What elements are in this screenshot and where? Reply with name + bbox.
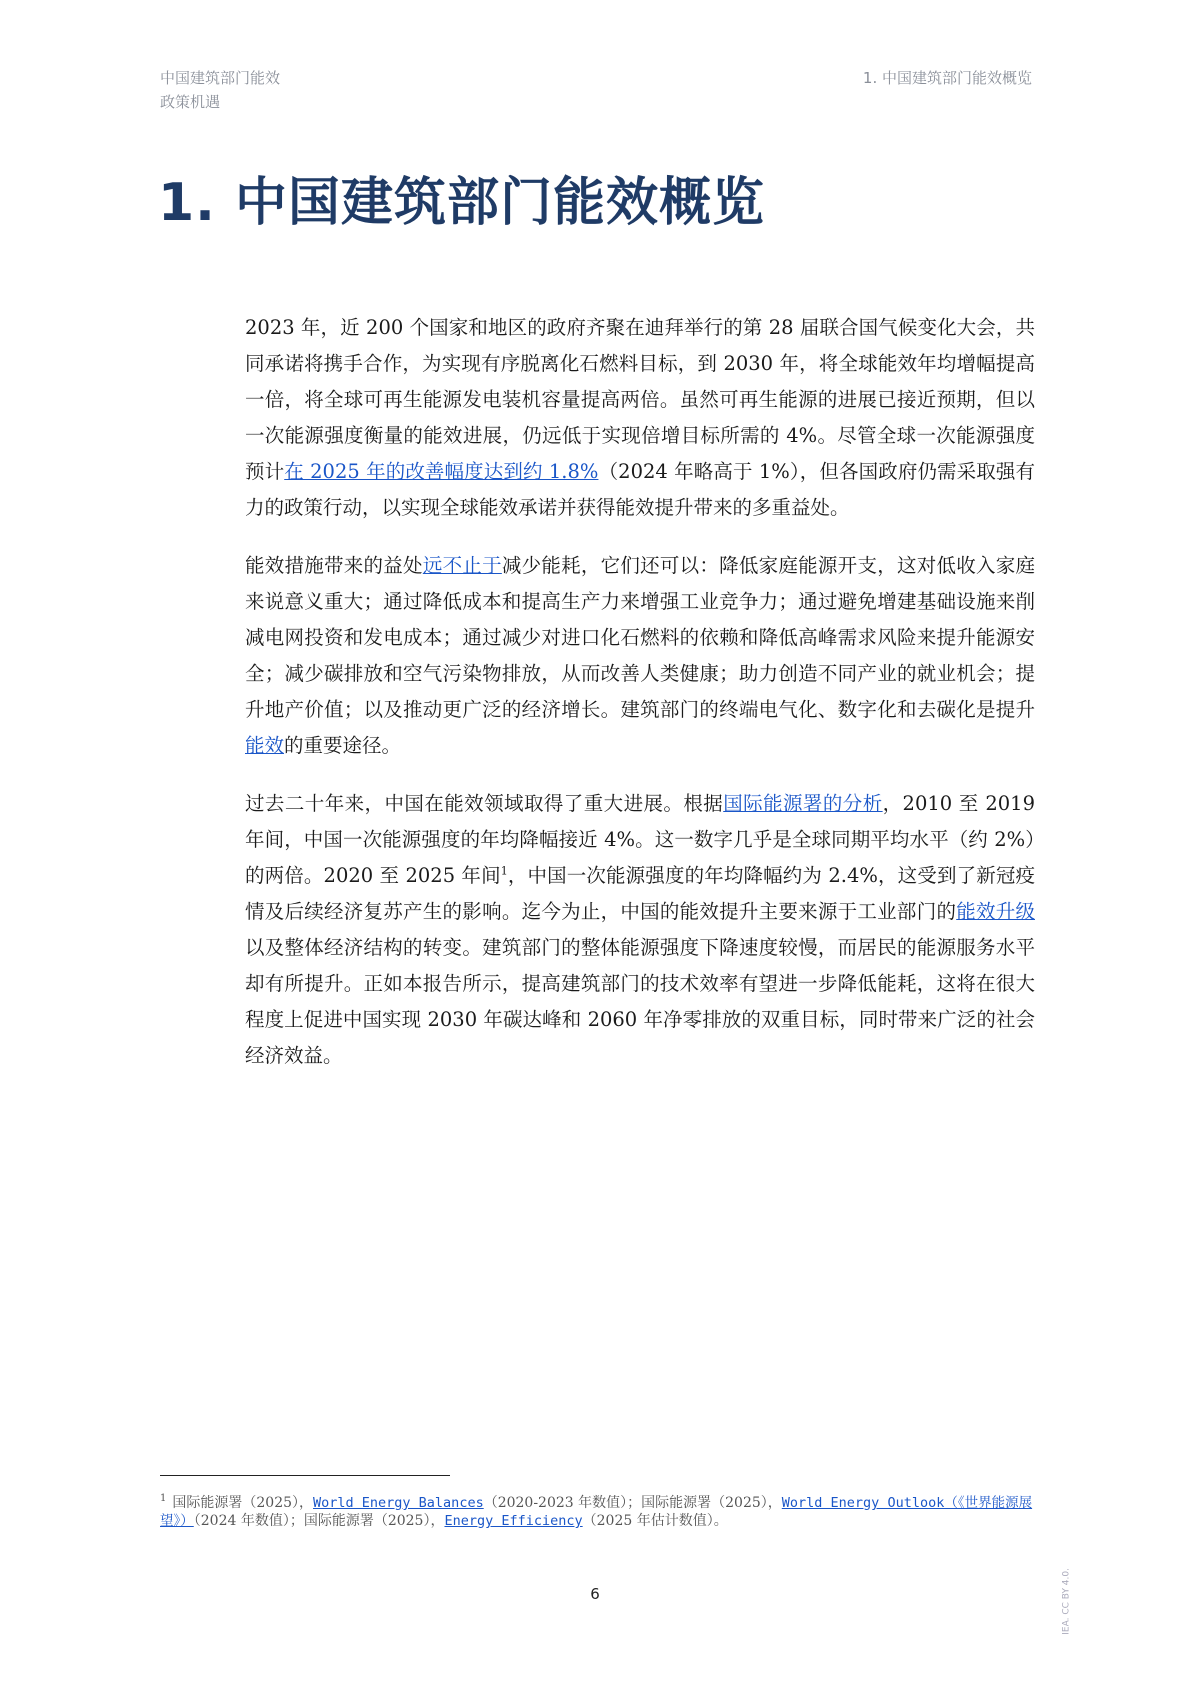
paragraph-2-text-c: 的重要途径。 (284, 734, 402, 757)
paragraph-2-text-b: 减少能耗，它们还可以：降低家庭能源开支，这对低收入家庭来说意义重大；通过降低成本和提高生产力来增强工业竞争力；通过避免增建基础设施来削减电网投资和发电成本；通过减少对进口化石燃料的依赖和降低高峰需求风险来提升能源安全；减少碳排放和空气污染物排放，从而改善人类健康；助力创造不同产业的就业机会；提升地产价值；以及推动更广泛的经济增长。建筑部门的终端电气化、数字化和去碳化是提升 (245, 554, 1035, 721)
header-doc-title: 中国建筑部门能效 (160, 69, 281, 87)
section-title: 1. 中国建筑部门能效概览 (158, 173, 766, 233)
body-text (245, 310, 1035, 1096)
paragraph-3-text-a: 过去二十年来，中国在能效领域取得了重大进展。根据 (245, 792, 724, 815)
link-world-energy-balances[interactable]: World Energy Balances (313, 1495, 484, 1511)
footnote-text-c: （2024 年数值）；国际能源署（2025）， (193, 1513, 445, 1529)
paragraph-1-text-a: 2023 年，近 200 个国家和地区的政府齐聚在迪拜举行的第 28 届联合国气候变化大会，共同承诺将携手合作，为实现有序脱离化石燃料目标，到 2030 年，将全球能效年均增幅提高一倍，将全球可再生能源发电装机容量提高两倍。虽然可再生能源的进展已接近预期，但以一次能源强度衡量的能效进展，仍远低于实现倍增目标所需的 4%。尽管全球一次能源强度预计 (245, 316, 1035, 483)
paragraph-3-text-b: ，2010 至 2019 年间，中国一次能源强度的年均降幅接近 4%。这一数字几乎是全球同期平均水平（约 2%）的两倍。2020 至 2025 年间 (245, 792, 1035, 887)
footnote-reference[interactable]: 1 (500, 864, 508, 878)
link-energy-efficiency-report[interactable]: Energy Efficiency (444, 1513, 583, 1529)
running-header-right: 1. 中国建筑部门能效概览 (862, 69, 1032, 87)
header-doc-subtitle: 政策机遇 (160, 93, 221, 111)
footnote-text-b: （2020-2023 年数值）；国际能源署（2025）， (483, 1495, 782, 1511)
page-number: 6 (590, 1585, 600, 1603)
link-multiple-benefits[interactable]: 远不止于 (422, 554, 502, 577)
footnote (160, 1494, 1040, 1530)
paragraph-3 (245, 786, 1035, 1074)
paragraph-3-text-d: 以及整体经济结构的转变。建筑部门的整体能源强度下降速度较慢，而居民的能源服务水平却有所提升。正如本报告所示，提高建筑部门的技术效率有望进一步降低能耗，这将在很大程度上促进中国实现 2030 年碳达峰和 2060 年净零排放的双重目标，同时带来广泛的社会经济效益。 (245, 936, 1035, 1067)
license-credit: IEA. CC BY 4.0. (1062, 1568, 1072, 1635)
paragraph-2 (245, 548, 1035, 764)
link-world-energy-outlook[interactable]: World Energy Outlook（《世界能源展望》） (160, 1495, 1033, 1529)
footnote-text-d: （2025 年估计数值）。 (582, 1513, 728, 1529)
paragraph-1-text-b: （2024 年略高于 1%），但各国政府仍需采取强有力的政策行动，以实现全球能效承诺并获得能效提升带来的多重益处。 (245, 460, 1035, 519)
paragraph-2-text-a: 能效措施带来的益处 (245, 554, 423, 577)
link-efficiency-upgrade[interactable]: 能效升级 (956, 900, 1035, 923)
footnote-divider (160, 1475, 450, 1476)
running-header-left (160, 66, 280, 114)
footnote-mark: 1 (160, 1493, 167, 1505)
paragraph-3-text-c: ，中国一次能源强度的年均降幅约为 2.4%，这受到了新冠疫情及后续经济复苏产生的影响。迄今为止，中国的能效提升主要来源于工业部门的 (245, 864, 1035, 923)
link-iea-analysis[interactable]: 国际能源署的分析 (723, 792, 883, 815)
footnote-text-a: 国际能源署（2025）， (172, 1495, 314, 1511)
paragraph-1 (245, 310, 1035, 526)
link-global-intensity-2025[interactable]: 在 2025 年的改善幅度达到约 1.8% (284, 460, 599, 483)
link-energy-efficiency[interactable]: 能效 (245, 734, 285, 757)
